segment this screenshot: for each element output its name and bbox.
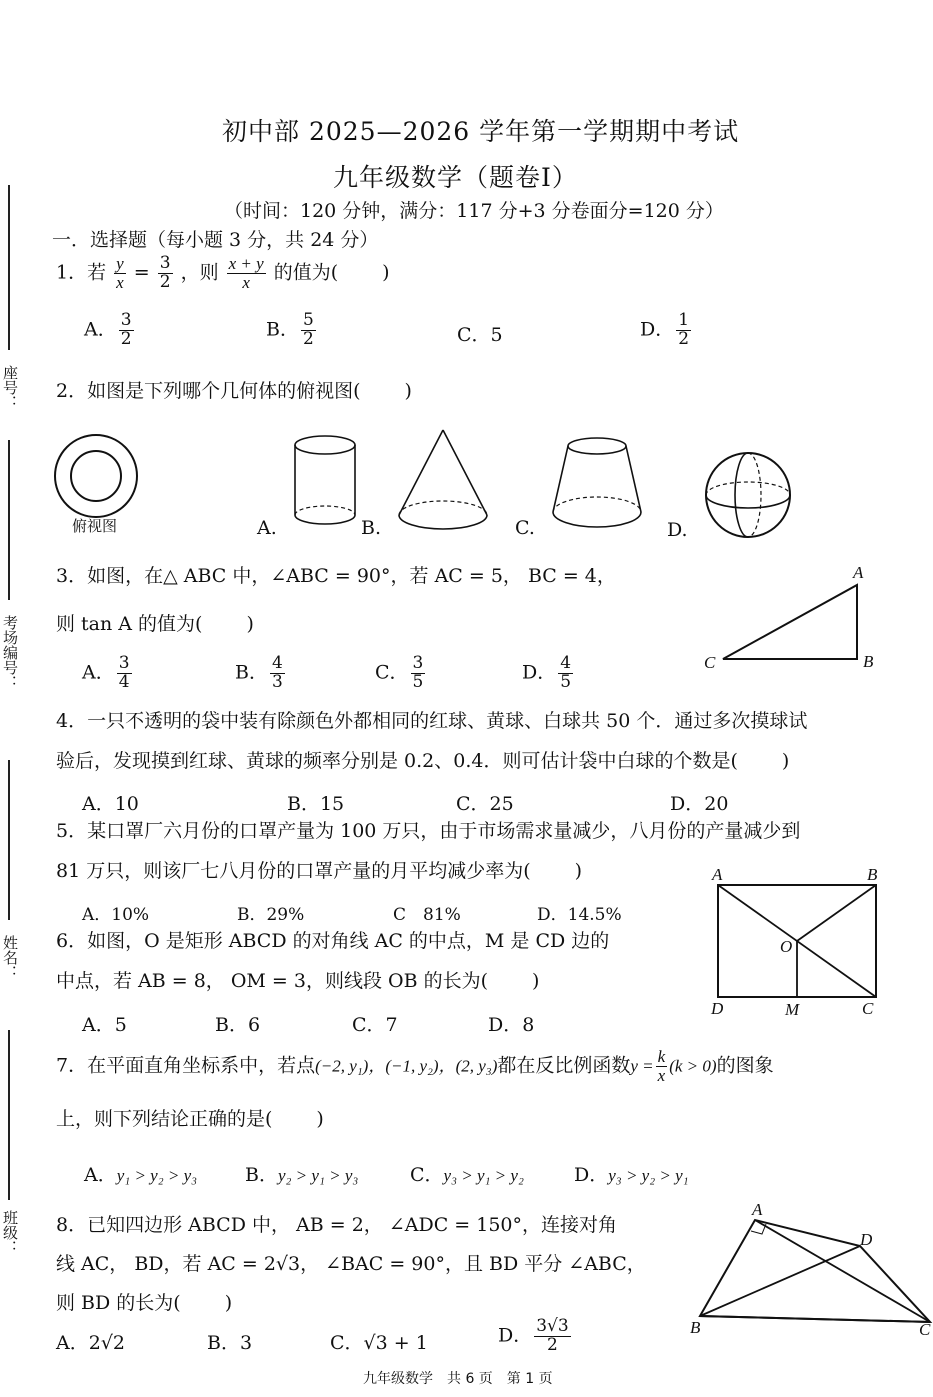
question-4-line2: 验后，发现摸到红球、黄球的频率分别是 0.2、0.4．则可估计袋中白球的个数是( ): [56, 750, 790, 772]
q5-option-d[interactable]: D．14.5%: [537, 905, 622, 925]
q8-option-b[interactable]: B．3: [207, 1332, 253, 1354]
q5-option-c[interactable]: C 81%: [393, 905, 461, 925]
q8-label-c: C: [919, 1320, 931, 1339]
q2-option-d[interactable]: D.: [667, 519, 688, 541]
q2-option-b[interactable]: B.: [361, 517, 382, 539]
q8-label-d: D: [860, 1230, 873, 1249]
q6-option-b[interactable]: B．6: [215, 1014, 261, 1036]
q1-option-c[interactable]: C．5: [457, 324, 503, 346]
exam-subtitle: 九年级数学（题卷Ⅰ）: [333, 163, 578, 192]
class-label: 班级：: [1, 1210, 19, 1255]
q3-option-b[interactable]: B． $\frac{4}{3}$: [235, 653, 283, 692]
q6-option-d[interactable]: D．8: [488, 1014, 535, 1036]
q7-option-c[interactable]: C．y₃ > y₁ > y₂: [410, 1164, 524, 1186]
time-info: （时间：120 分钟，满分：117 分+3 分卷面分=120 分）: [224, 200, 724, 222]
q1-close: ): [382, 261, 390, 284]
name-label: 姓名：: [1, 935, 19, 980]
q8-option-c[interactable]: C．√3 + 1: [330, 1332, 428, 1354]
q6-label-a: A: [712, 865, 723, 884]
q7-option-a[interactable]: A．y₁ > y₂ > y₃: [84, 1164, 198, 1186]
q6-label-m: M: [785, 1000, 800, 1019]
question-3-line1: 3．如图，在△ ABC 中，∠ABC = 90°，若 AC = 5， BC = 4，: [56, 565, 616, 587]
question-8-line2: 线 AC， BD，若 AC = 2√3， ∠BAC = 90°，且 BD 平分 ∠ABC，: [56, 1253, 646, 1275]
q7-points: (−2, y₁)，(−1, y₂)，(2, y₃): [315, 1056, 498, 1076]
q3-label-b: B: [863, 652, 874, 671]
q1-frac-yx: $\frac{y}{x}$: [116, 254, 124, 292]
q1-frac-ask: $\frac{x + y}{x}$: [228, 254, 264, 292]
question-7-line1: 7．在平面直角坐标系中，若点(−2, y₁)，(−1, y₂)，(2, y₃)都在反比例函数y = $\frac{k}{x}$ (k > 0)的图象: [56, 1047, 774, 1085]
exam-title: 初中部 2025—2026 学年第一学期期中考试: [222, 117, 740, 146]
q6-label-b: B: [867, 865, 878, 884]
q3-label-a: A: [853, 563, 864, 582]
q6-label-o: O: [780, 937, 793, 956]
page-footer: 九年级数学 共 6 页 第 1 页: [363, 1371, 553, 1387]
q5-option-b[interactable]: B．29%: [237, 905, 305, 925]
q8-option-a[interactable]: A．2√2: [56, 1332, 126, 1354]
q1-frac-value: $\frac{3}{2}$: [159, 253, 171, 292]
side-bc: [700, 1316, 930, 1322]
exam-room-label: 考场编号：: [1, 615, 19, 690]
q6-option-c[interactable]: C．7: [352, 1014, 398, 1036]
q3-option-a[interactable]: A． $\frac{3}{4}$: [82, 653, 130, 692]
question-8-line1: 8．已知四边形 ABCD 中， AB = 2， ∠ADC = 150°，连接对角: [56, 1214, 618, 1236]
q1-tail: 的值为(: [273, 261, 339, 284]
q2-option-c[interactable]: C.: [515, 517, 535, 539]
diagonal-bd: [700, 1246, 860, 1316]
q7-option-b[interactable]: B．y₂ > y₁ > y₃: [245, 1164, 359, 1186]
q2-option-a[interactable]: A.: [257, 517, 277, 539]
q8-option-d[interactable]: D． $\frac{3√3}{2}$: [498, 1316, 569, 1355]
diagonal-ac: [755, 1220, 930, 1322]
question-3-line2: 则 tan A 的值为( ): [56, 613, 254, 635]
q3-option-d[interactable]: D． $\frac{4}{5}$: [522, 653, 572, 692]
question-5-line2: 81 万只，则该厂七八月份的口罩产量的月平均减少率为( ): [56, 860, 583, 882]
q1-eq: =: [133, 261, 150, 284]
question-5-line1: 5．某口罩厂六月份的口罩产量为 100 万只，由于市场需求量减少，八月份的产量减少到: [56, 820, 801, 842]
q4-option-c[interactable]: C．25: [456, 793, 514, 815]
q1-option-d[interactable]: D． $\frac{1}{2}$: [640, 310, 690, 349]
q1-num: 1．若: [56, 261, 107, 284]
q8-label-a: A: [752, 1200, 763, 1219]
q8-label-b: B: [690, 1318, 701, 1337]
q7-fn-y: y =: [630, 1056, 654, 1076]
q4-option-a[interactable]: A．10: [82, 793, 139, 815]
q7-fn-cond: (k > 0): [669, 1056, 717, 1076]
q3-label-c: C: [704, 653, 716, 672]
q7-option-d[interactable]: D．y₃ > y₂ > y₁: [574, 1164, 689, 1186]
q6-label-d: D: [711, 999, 724, 1018]
top-view-caption: 俯视图: [72, 517, 118, 535]
q6-label-c: C: [862, 999, 874, 1018]
question-2: 2．如图是下列哪个几何体的俯视图( ): [56, 380, 412, 402]
q5-option-a[interactable]: A．10%: [82, 905, 150, 925]
q1-option-a[interactable]: A． $\frac{3}{2}$: [84, 310, 132, 349]
question-6-line2: 中点，若 AB = 8， OM = 3，则线段 OB 的长为( ): [56, 970, 540, 992]
q7-fn-frac: $\frac{k}{x}$: [657, 1047, 666, 1085]
quadrilateral-abcd: [700, 1220, 930, 1322]
q3-option-c[interactable]: C． $\frac{3}{5}$: [375, 653, 424, 692]
q1-mid: ，则: [180, 261, 219, 284]
question-7-line2: 上，则下列结论正确的是( ): [56, 1108, 324, 1130]
q6-option-a[interactable]: A．5: [82, 1014, 127, 1036]
q1-option-b[interactable]: B． $\frac{5}{2}$: [266, 310, 314, 349]
question-4-line1: 4．一只不透明的袋中装有除颜色外都相同的红球、黄球、白球共 50 个．通过多次摸球试: [56, 710, 808, 732]
seat-number-label: 座号：: [1, 365, 19, 410]
question-6-line1: 6．如图，O 是矩形 ABCD 的对角线 AC 的中点，M 是 CD 边的: [56, 930, 610, 952]
section-heading: 一．选择题（每小题 3 分，共 24 分）: [52, 229, 379, 251]
q4-option-b[interactable]: B．15: [287, 793, 345, 815]
question-8-line3: 则 BD 的长为( ): [56, 1292, 233, 1314]
q4-option-d[interactable]: D．20: [670, 793, 729, 815]
